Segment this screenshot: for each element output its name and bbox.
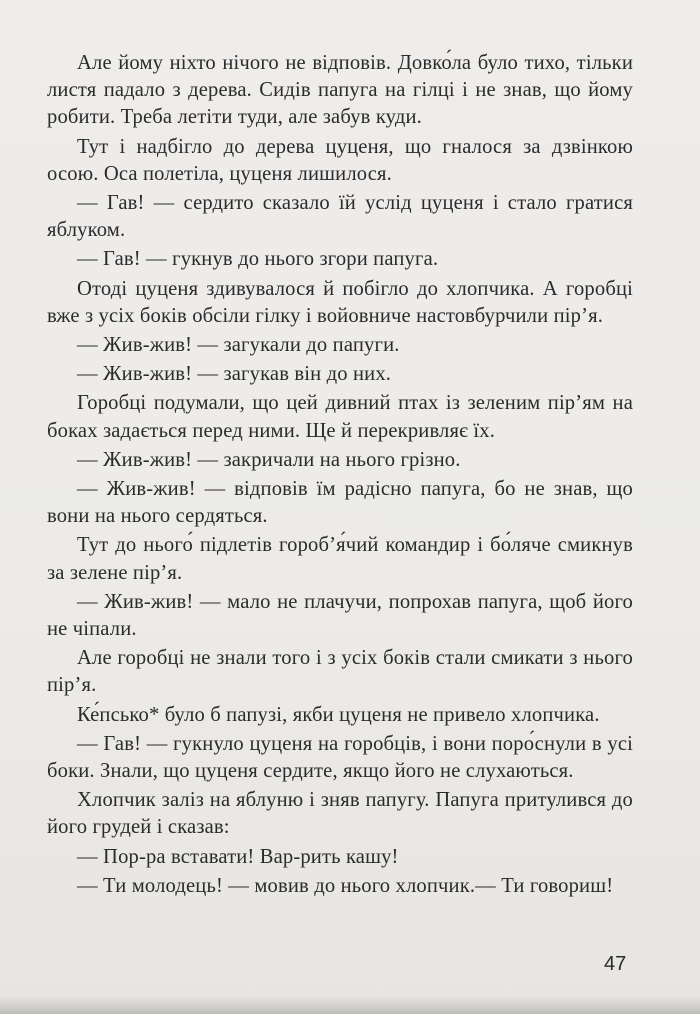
paragraph-7: — Жив-жив! — загукав він до них. — [77, 363, 392, 386]
page-number: 47 — [604, 953, 627, 975]
paragraph-8: Горобці подумали, що цей дивний птах із зеленим пір’ям на боках задається перед ними. Ще й перекривляє їх. — [47, 392, 633, 442]
paragraph-9: — Жив-жив! — закричали на нього грізно. — [77, 448, 461, 471]
paragraph-6: — Жив-жив! — загукали до папуги. — [77, 334, 400, 357]
paragraph-15: — Гав! — гукнуло цуценя на горобців, і вони поро́снули в усі боки. Знали, що цуценя сердите, якщо його не слухаються. — [47, 732, 633, 783]
story-text — [47, 50, 633, 902]
paragraph-17: — Пор-ра вставати! Вар-рить кашу! — [77, 845, 399, 868]
paragraph-3: — Гав! — сердито сказало їй услід цуценя і стало гратися яблуком. — [47, 192, 633, 242]
paragraph-14: Ке́псько* було б папузі, якби цуценя не привело хлопчика. — [77, 703, 600, 726]
paragraph-1: Але йому ніхто нічого не відповів. Довко́ла було тихо, тільки листя падало з дерева. Сидів папуга на гілці і не знав, що йому робити. Треба летіти туди, але забув куди. — [47, 52, 633, 129]
paragraph-12: — Жив-жив! — мало не плачучи, попрохав папуга, щоб його не чіпали. — [47, 590, 633, 641]
page-edge-shadow — [0, 996, 700, 1014]
paragraph-4: — Гав! — гукнув до нього згори папуга. — [77, 248, 439, 271]
paragraph-5: Отоді цуценя здивувалося й побігло до хлопчика. А горобці вже з усіх боків обсіли гілку і войовниче настовбурчили пір’я. — [47, 277, 633, 327]
paragraph-18: — Ти молодець! — мовив до нього хлопчик.— Ти говориш! — [77, 874, 614, 897]
paragraph-13: Але горобці не знали того і з усіх боків стали смикати з нього пір’я. — [47, 647, 633, 697]
paragraph-2: Тут і надбігло до дерева цуценя, що гналося за дзвінкою осою. Оса полетіла, цуценя лишилося. — [47, 135, 633, 185]
paragraph-16: Хлопчик заліз на яблуню і зняв папугу. Папуга притулився до його грудей і сказав: — [47, 789, 633, 839]
paragraph-10: — Жив-жив! — відповів їм радісно папуга, бо не знав, що вони на нього сердяться. — [47, 478, 633, 528]
paragraph-11: Тут до нього́ підлетів гороб’я́чий командир і бо́ляче смикнув за зелене пір’я. — [47, 534, 633, 584]
